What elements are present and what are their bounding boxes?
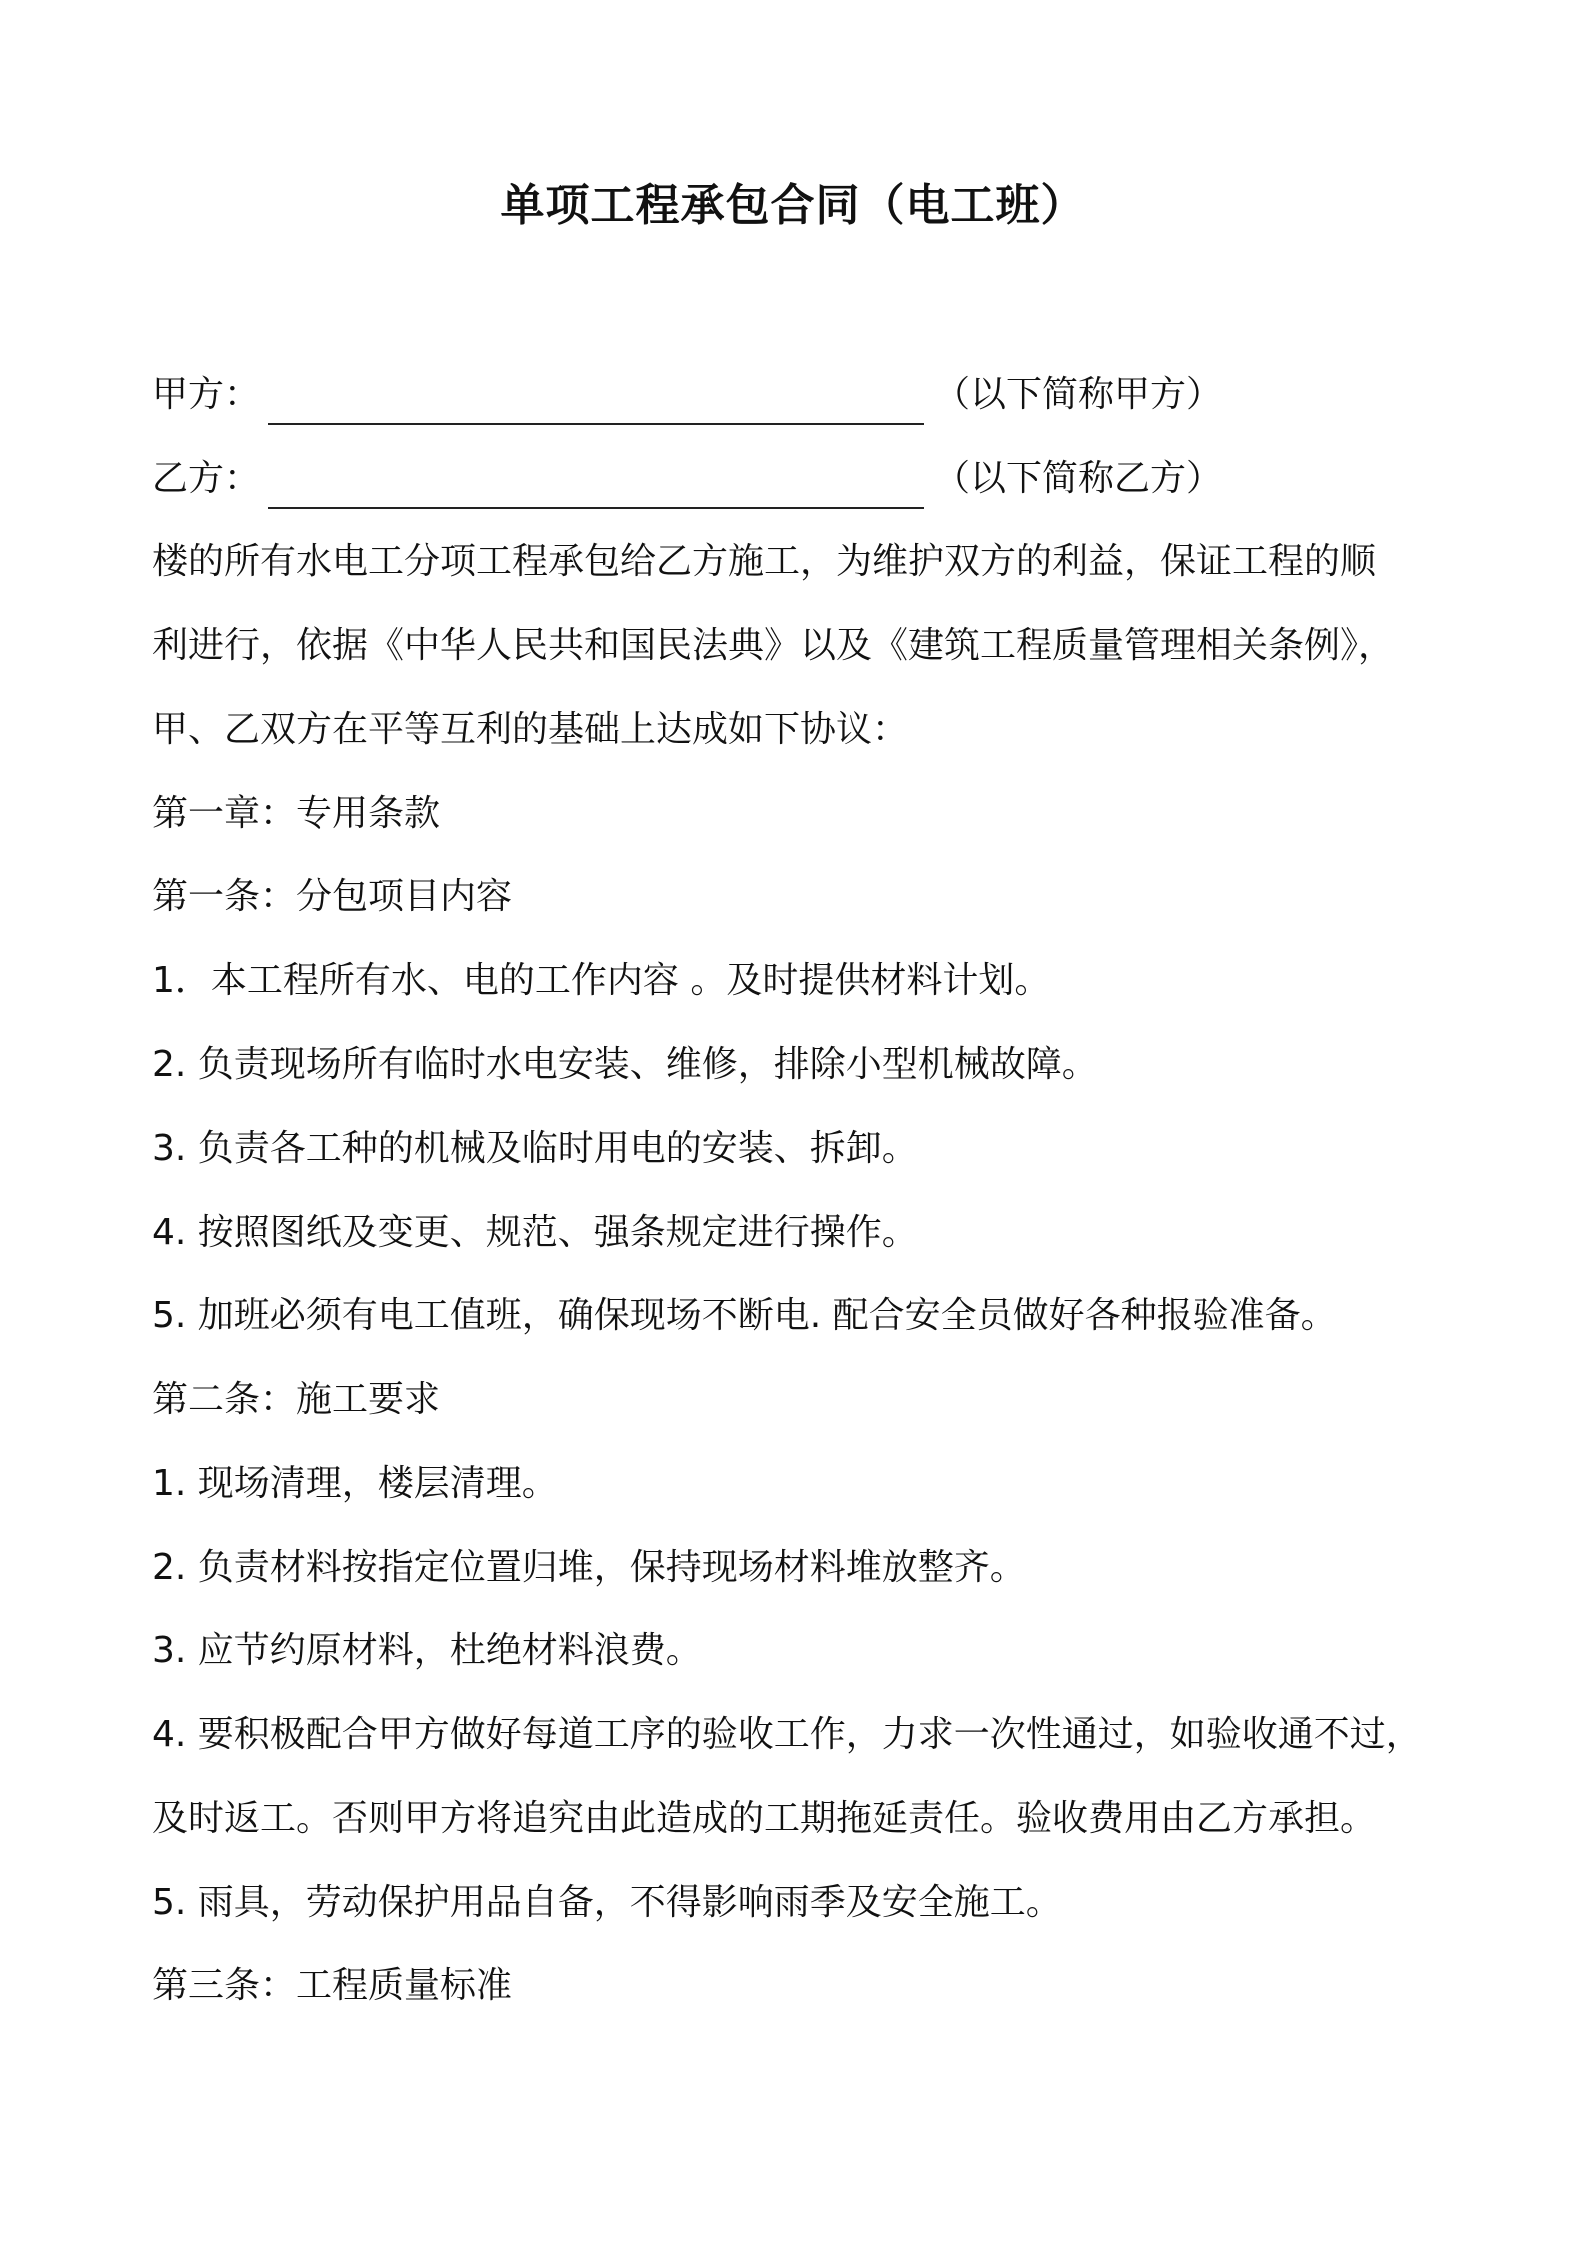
intro-line: 甲、乙双方在平等互利的基础上达成如下协议： (152, 709, 909, 750)
party-b-note: （以下简称乙方） (934, 458, 1223, 499)
chapter-heading: 第一章：专用条款 (152, 793, 441, 834)
article-item: 1. 现场清理，楼层清理。 (152, 1463, 558, 1504)
article-item: 及时返工。否则甲方将追究由此造成的工期拖延责任。验收费用由乙方承担。 (152, 1798, 1377, 1839)
article-heading: 第三条：工程质量标准 (152, 1965, 513, 2006)
article-item: 5. 雨具，劳动保护用品自备，不得影响雨季及安全施工。 (152, 1882, 1062, 1923)
article-item: 3. 负责各工种的机械及临时用电的安装、拆卸。 (152, 1128, 918, 1169)
article-item: 2. 负责材料按指定位置归堆，保持现场材料堆放整齐。 (152, 1547, 1026, 1588)
intro-line: 楼的所有水电工分项工程承包给乙方施工，为维护双方的利益，保证工程的顺 (152, 541, 1377, 582)
document-title: 单项工程承包合同（电工班） (500, 180, 1086, 231)
article-item: 1．本工程所有水、电的工作内容 。及时提供材料计划。 (152, 960, 1051, 1001)
party-a-note: （以下简称甲方） (934, 374, 1223, 415)
article-heading: 第二条：施工要求 (152, 1379, 441, 1420)
article-item: 2. 负责现场所有临时水电安装、维修，排除小型机械故障。 (152, 1044, 1098, 1085)
party-b-label: 乙方： (152, 458, 261, 499)
article-item: 4. 按照图纸及变更、规范、强条规定进行操作。 (152, 1212, 918, 1253)
party-a-blank-line (268, 423, 924, 425)
intro-line: 利进行，依据《中华人民共和国民法典》以及《建筑工程质量管理相关条例》， (152, 625, 1395, 666)
party-b-blank-line (268, 507, 924, 509)
article-item: 3. 应节约原材料，杜绝材料浪费。 (152, 1630, 702, 1671)
article-heading: 第一条：分包项目内容 (152, 876, 513, 917)
party-a-label: 甲方： (152, 374, 261, 415)
article-item: 5. 加班必须有电工值班，确保现场不断电. 配合安全员做好各种报验准备。 (152, 1295, 1337, 1336)
article-item: 4. 要积极配合甲方做好每道工序的验收工作，力求一次性通过，如验收通不过， (152, 1714, 1422, 1755)
